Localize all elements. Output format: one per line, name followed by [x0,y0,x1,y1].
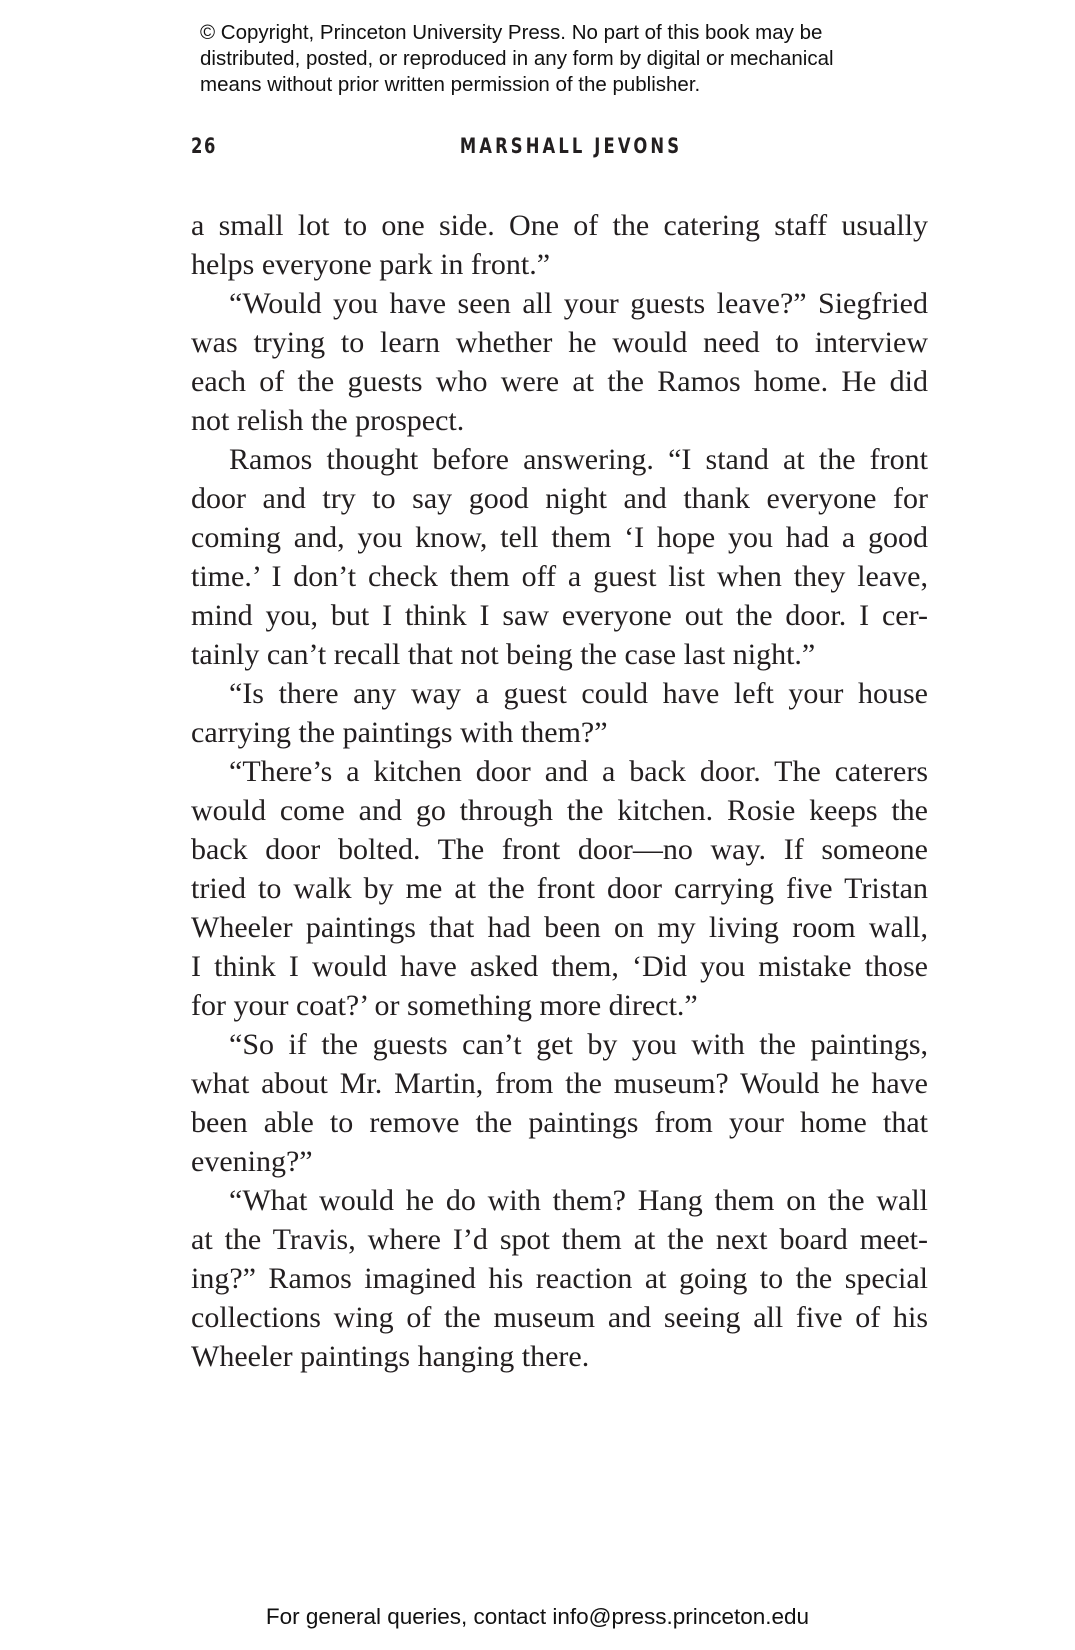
text-line: tried to walk by me at the front door carrying five Tristan [191,872,928,905]
text-line: mind you, but I think I saw everyone out the door. I cer- [191,599,928,632]
text-line: door and try to say good night and thank everyone for [191,482,928,515]
text-line: helps everyone park in front.” [191,248,551,281]
copyright-line: © Copyright, Princeton University Press. No part of this book may be [200,21,823,44]
text-line: “What would he do with them? Hang them on the wall [229,1184,928,1217]
text-line: evening?” [191,1145,313,1178]
text-line: each of the guests who were at the Ramos home. He did [191,365,928,398]
copyright-line: distributed, posted, or reproduced in any form by digital or mechanical [200,47,834,70]
text-line: coming and, you know, tell them ‘I hope you had a good [191,521,928,554]
text-line: what about Mr. Martin, from the museum? Would he have [191,1067,928,1100]
text-line: carrying the paintings with them?” [191,716,608,749]
text-line: “Is there any way a guest could have left your house [229,677,928,710]
text-line: for your coat?’ or something more direct.” [191,989,698,1022]
text-line: Wheeler paintings that had been on my living room wall, [191,911,928,944]
text-line: was trying to learn whether he would need to interview [191,326,928,359]
text-line: “There’s a kitchen door and a back door. The caterers [229,755,928,788]
text-line: at the Travis, where I’d spot them at the next board meet- [191,1223,928,1256]
text-line: “So if the guests can’t get by you with the paintings, [229,1028,928,1061]
text-line: time.’ I don’t check them off a guest list when they leave, [191,560,928,593]
footer-contact: For general queries, contact info@press.princeton.edu [265,1604,810,1629]
text-line: collections wing of the museum and seeing all five of his [191,1301,928,1334]
text-line: I think I would have asked them, ‘Did you mistake those [191,950,928,983]
text-line: not relish the prospect. [191,404,465,437]
text-line: Ramos thought before answering. “I stand at the front [229,443,928,476]
text-line: been able to remove the paintings from your home that [191,1106,928,1139]
text-line: would come and go through the kitchen. Rosie keeps the [191,794,928,827]
running-head: MARSHALL JEVONS [459,134,683,158]
text-line: ing?” Ramos imagined his reaction at going to the special [191,1262,928,1295]
page-number: 26 [191,134,217,158]
text-line: back door bolted. The front door—no way. If someone [191,833,928,866]
body-text [191,206,928,1376]
text-line: Wheeler paintings hanging there. [191,1340,590,1373]
copyright-line: means without prior written permission of the publisher. [200,73,701,96]
copyright-notice [200,20,900,98]
text-line: “Would you have seen all your guests leave?” Siegfried [229,287,928,320]
text-line: tainly can’t recall that not being the case last night.” [191,638,816,671]
text-line: a small lot to one side. One of the catering staff usually [191,209,928,242]
